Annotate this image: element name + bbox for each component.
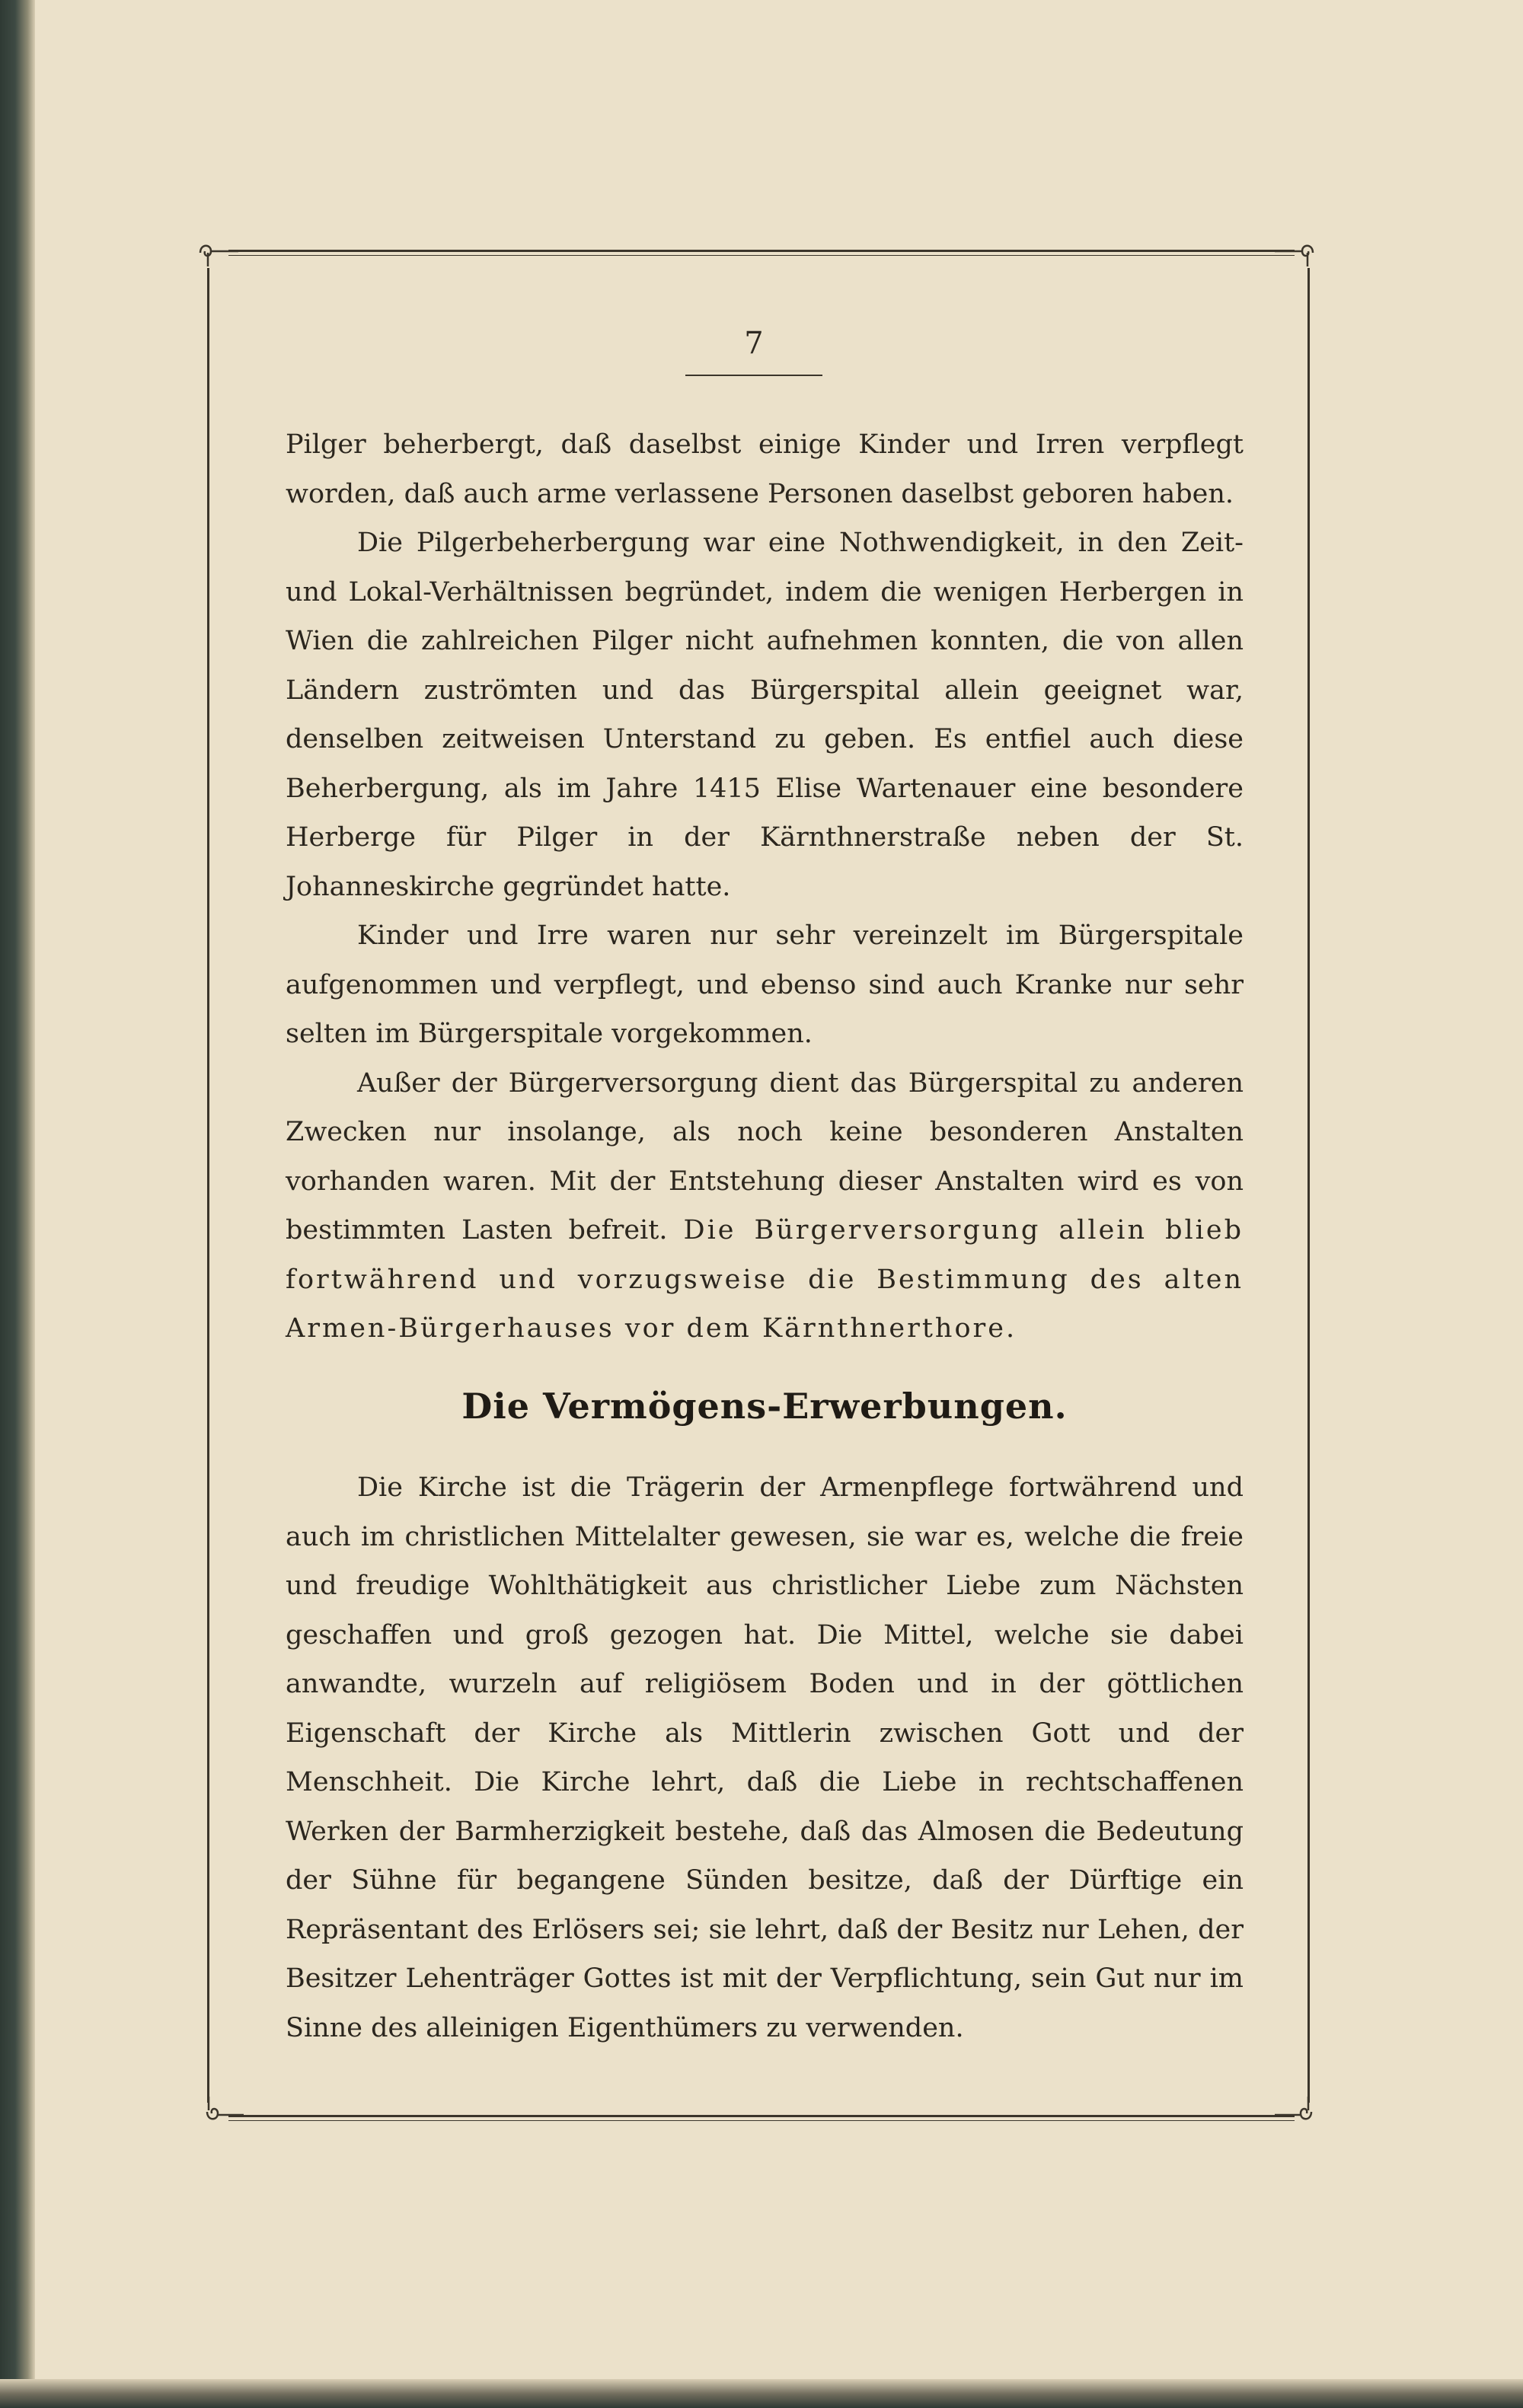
paragraph-2: Die Pilgerbeherbergung war eine Nothwendigkeit, in den Zeit- und Lokal-Verhältnissen begründet, indem die wenigen Herbergen in Wien die zahlreichen Pilger nicht aufnehmen konnten, die von allen Ländern zuströmten und das Bürgerspital allein geeignet war, denselben zeitweisen Unterstand zu geben. Es entfiel auch diese Beherbergung, als im Jahre 1415 Elise Wartenauer eine besondere Herberge für Pilger in der Kärnthnerstraße neben der St. Johanneskirche gegründet hatte. <box>286 528 1244 902</box>
corner-ornament-bottom-right <box>1273 2095 1319 2126</box>
frame-top-rule <box>228 250 1295 256</box>
paragraph-1: Pilger beherbergt, daß daselbst einige Kinder und Irren verpflegt worden, daß auch arme verlassene Personen daselbst geboren haben. <box>286 429 1244 509</box>
frame-right-rule <box>1307 268 1310 2103</box>
corner-ornament-top-left <box>194 238 240 268</box>
corner-ornament-top-right <box>1273 238 1319 268</box>
book-bottom-edge <box>0 2379 1523 2408</box>
text-block-top <box>286 420 1244 1354</box>
page-number: 7 <box>744 326 764 361</box>
paragraph-4 <box>286 1059 1244 1354</box>
frame-bottom-rule <box>228 2115 1295 2121</box>
frame-left-rule <box>207 268 209 2103</box>
corner-ornament-bottom-left <box>200 2095 245 2126</box>
paragraph-3: Kinder und Irre waren nur sehr vereinzelt im Bürgerspitale aufgenommen und verpflegt, und ebenso sind auch Kranke nur sehr selten im Bürgerspitale vorgekommen. <box>286 920 1244 1049</box>
text-block-bottom <box>286 1463 1244 2052</box>
paragraph-5: Die Kirche ist die Trägerin der Armenpflege fortwährend und auch im christlichen Mittelalter gewesen, sie war es, welche die freie und freudige Wohlthätigkeit aus christlicher Liebe zum Nächsten geschaffen und groß gezogen hat. Die Mittel, welche sie dabei anwandte, wurzeln auf religiösem Boden und in der göttlichen Eigenschaft der Kirche als Mittlerin zwischen Gott und der Menschheit. Die Kirche lehrt, daß die Liebe in rechtschaffenen Werken der Barmherzigkeit bestehe, daß das Almosen die Bedeutung der Sühne für begangene Sünden besitze, daß der Dürftige ein Repräsentant des Erlösers sei; sie lehrt, daß der Besitz nur Lehen, der Besitzer Lehenträger Gottes ist mit der Verpflichtung, sein Gut nur im Sinne des alleinigen Eigenthümers zu verwenden. <box>286 1472 1244 2043</box>
paragraph-4-spaced-text: Die Bürgerversorgung allein blieb fortwährend und vorzugsweise die Bestimmung des alten Armen-Bürgerhauses vor dem Kärnthnerthore. <box>286 1215 1244 1344</box>
paragraph-4-text: Außer der Bürgerversorgung dient das Bürgerspital zu anderen Zwecken nur insolange, als noch keine besonderen Anstalten vorhanden waren. Mit der Entstehung dieser Anstalten wird es von bestimmten Lasten befreit. <box>286 1067 1244 1245</box>
section-heading: Die Vermögens-Erwerbungen. <box>461 1386 1068 1427</box>
page-number-rule <box>685 375 822 376</box>
book-binding-edge <box>0 0 35 2408</box>
